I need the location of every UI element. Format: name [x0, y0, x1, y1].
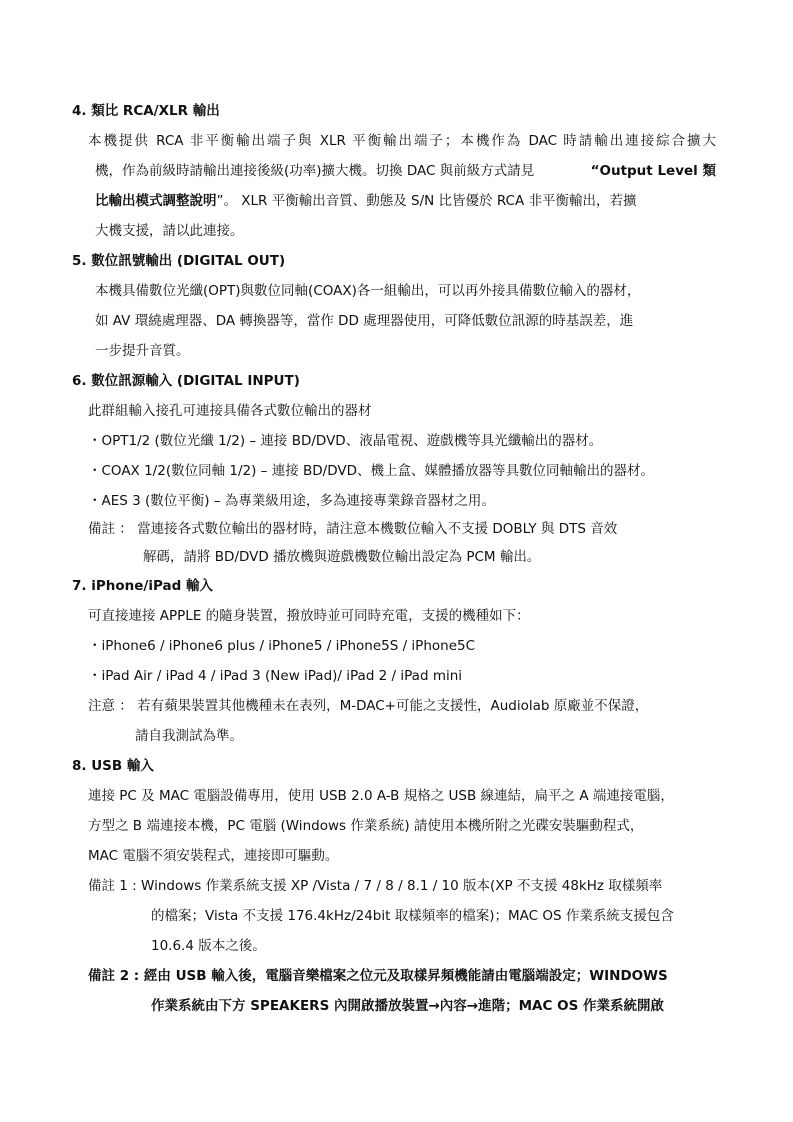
section-7-note-2: 請自我測試為準。 — [135, 728, 243, 744]
section-7-note-1: 注意 ： 若有蘋果裝置其他機種未在表列，M-DAC+可能之支援性，Audiolab 原廠並不保證， — [88, 698, 649, 714]
section-8-line-2: 方型之 B 端連接本機，PC 電腦 (Windows 作業系統) 請使用本機所附之光碟安裝驅動程式， — [88, 818, 644, 834]
section-4-heading: 4. 類比 RCA/XLR 輸出 — [72, 103, 220, 119]
section-7-bullet-ipad: ・iPad Air / iPad 4 / iPad 3 (New iPad)/ iPad 2 / iPad mini — [88, 668, 463, 684]
section-4-line-3-text: ”。 XLR 平衡輸出音質、動態及 S/N 比皆優於 RCA 非平衡輸出，若擴 — [216, 193, 637, 209]
section-6-line-1: 此群組輸入接孔可連接具備各式數位輸出的器材 — [88, 403, 372, 419]
section-8-heading: 8. USB 輸入 — [72, 758, 154, 774]
section-4-line-2 — [95, 161, 716, 181]
section-7-bullet-iphone: ・iPhone6 / iPhone6 plus / iPhone5 / iPhone5S / iPhone5C — [88, 638, 476, 654]
section-6-note-1: 備註 ： 當連接各式數位輸出的器材時，請注意本機數位輸入不支援 DOBLY 與 DTS 音效 — [88, 521, 618, 537]
section-6-note-2: 解碼，請將 BD/DVD 播放機與遊戲機數位輸出設定為 PCM 輸出。 — [143, 549, 541, 565]
section-4-line-2-text: 機，作為前級時請輸出連接後級(功率)擴大機。切換 DAC 與前級方式請見 — [95, 163, 535, 179]
section-6-bullet-coax: ・COAX 1/2(數位同軸 1/2) – 連接 BD/DVD、機上盒、媒體播放器等具數位同軸輸出的器材。 — [88, 463, 654, 479]
section-8-note1-line-2: 的檔案；Vista 不支援 176.4kHz/24bit 取樣頻率的檔案)；MAC OS 作業系統支援包含 — [151, 908, 674, 924]
section-4-line-3 — [95, 191, 716, 211]
section-8-note1-line-3: 10.6.4 版本之後。 — [151, 938, 266, 954]
section-4-line-4: 大機支援，請以此連接。 — [95, 223, 244, 239]
section-4-line-3-bold: 比輸出模式調整說明 — [95, 193, 217, 209]
section-8-line-3: MAC 電腦不須安裝程式，連接即可驅動。 — [88, 848, 339, 864]
section-4-line-2-bold: “Output Level 類 — [590, 163, 716, 179]
section-7-line-1: 可直接連接 APPLE 的隨身裝置，撥放時並可同時充電，支援的機種如下： — [88, 608, 530, 624]
section-8-note2-line-1: 備註 2 : 經由 USB 輸入後，電腦音樂檔案之位元及取樣昇頻機能請由電腦端設定；WINDOWS — [88, 968, 668, 984]
section-6-bullet-opt: ・OPT1/2 (數位光纖 1/2) – 連接 BD/DVD、液晶電視、遊戲機等具光纖輸出的器材。 — [88, 433, 603, 449]
section-5-line-2: 如 AV 環繞處理器、DA 轉換器等，當作 DD 處理器使用，可降低數位訊源的時基誤差，進 — [95, 313, 634, 329]
section-6-heading: 6. 數位訊源輸入 (DIGITAL INPUT) — [72, 373, 300, 389]
section-8-line-1: 連接 PC 及 MAC 電腦設備專用，使用 USB 2.0 A-B 規格之 USB 線連結，扁平之 A 端連接電腦， — [88, 788, 674, 804]
section-4-line-1: 本機提供 RCA 非平衡輸出端子與 XLR 平衡輸出端子；本機作為 DAC 時請輸出連接綜合擴大 — [88, 133, 716, 149]
section-8-note1-line-1: 備註 1 : Windows 作業系統支援 XP /Vista / 7 / 8 / 8.1 / 10 版本(XP 不支援 48kHz 取樣頻率 — [88, 878, 663, 894]
section-5-line-1: 本機具備數位光纖(OPT)與數位同軸(COAX)各一組輸出，可以再外接具備數位輸入的器材， — [95, 283, 641, 299]
section-8-note2-line-2: 作業系統由下方 SPEAKERS 內開啟播放裝置→內容→進階；MAC OS 作業系統開啟 — [151, 998, 664, 1014]
section-7-heading: 7. iPhone/iPad 輸入 — [72, 578, 213, 594]
section-6-bullet-aes: ・AES 3 (數位平衡) – 為專業級用途，多為連接專業錄音器材之用。 — [88, 493, 495, 509]
section-5-line-3: 一步提升音質。 — [95, 343, 190, 359]
section-5-heading: 5. 數位訊號輸出 (DIGITAL OUT) — [72, 253, 286, 269]
